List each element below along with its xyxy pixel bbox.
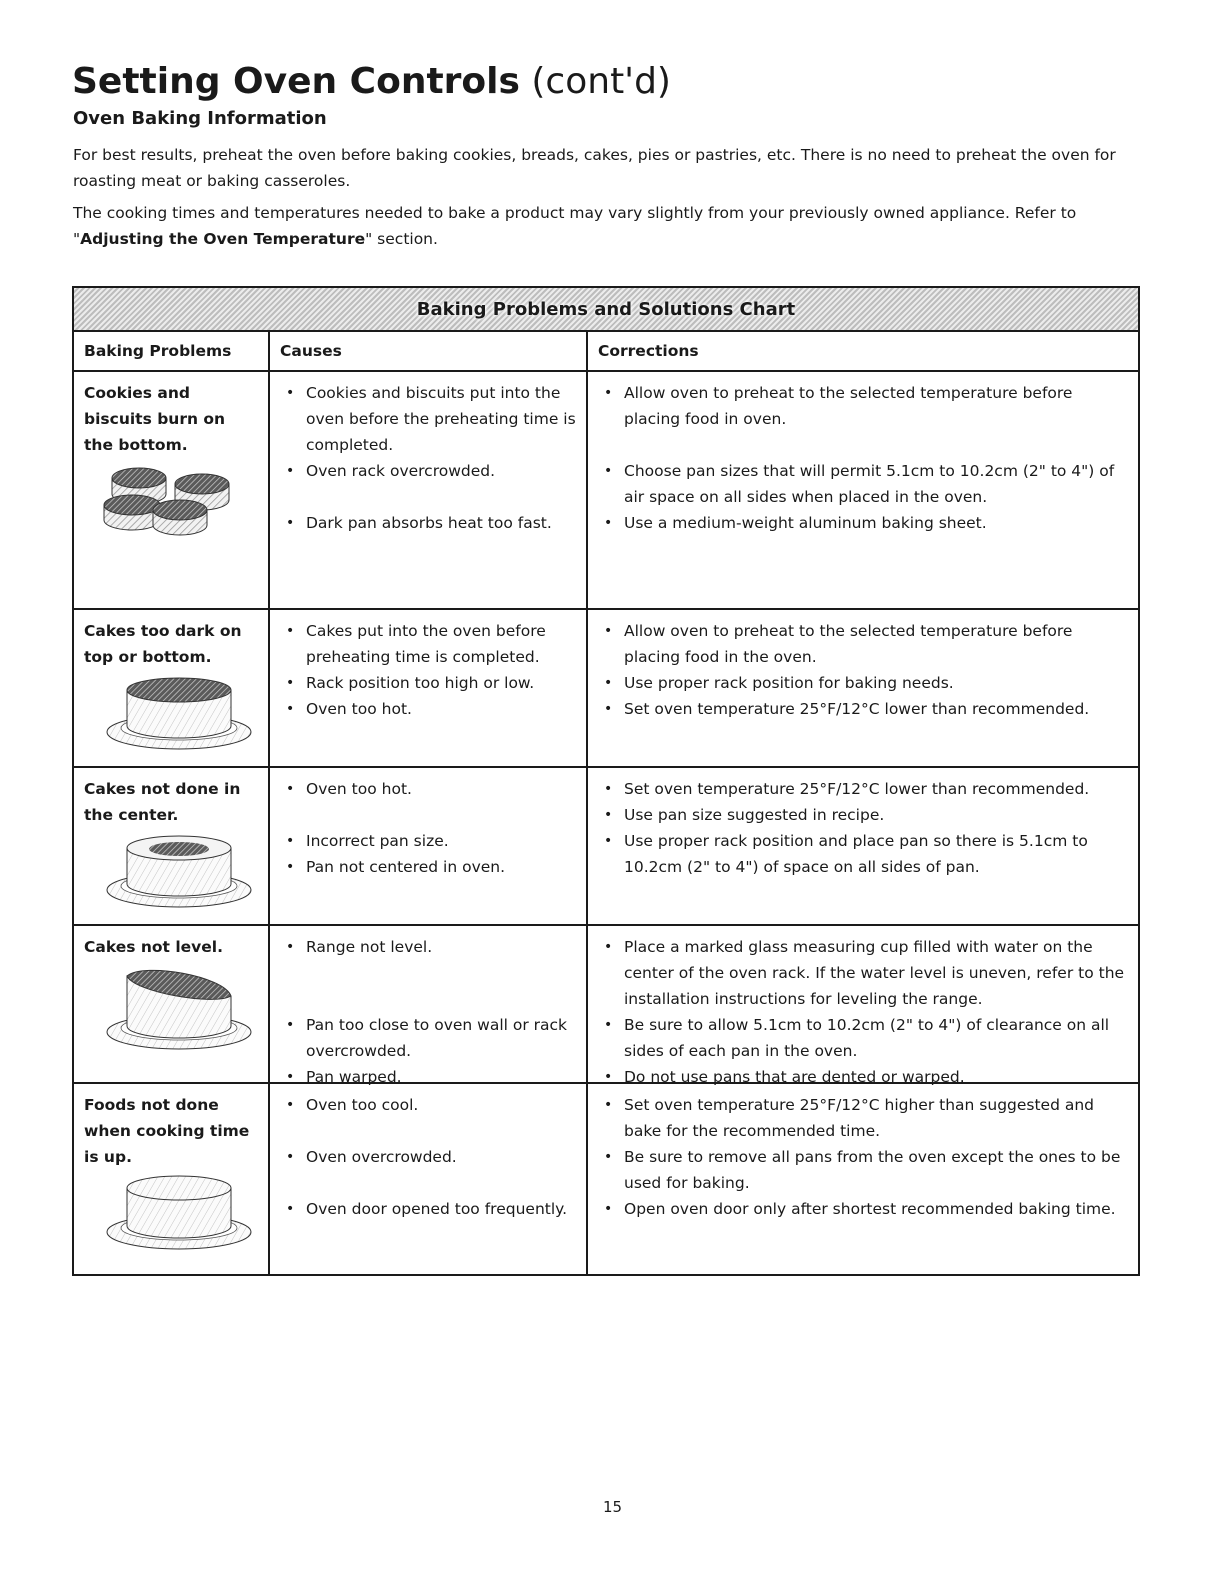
page-title-suffix: (cont'd) bbox=[531, 61, 671, 102]
list-item: • Use pan size suggested in recipe. bbox=[598, 802, 1128, 828]
list-item: • Set oven temperature 25°F/12°C lower than recommended. bbox=[598, 776, 1128, 802]
list-item: • Pan warped. bbox=[280, 1064, 576, 1090]
intro-p2-reference: Adjusting the Oven Temperature bbox=[80, 230, 366, 248]
corrections-list bbox=[598, 934, 1128, 1090]
section-subtitle: Oven Baking Information bbox=[73, 108, 327, 129]
list-item: • Oven rack overcrowded. bbox=[280, 458, 576, 484]
list-item: • Oven too hot. bbox=[280, 696, 576, 722]
cake-tilted-icon bbox=[84, 962, 254, 1052]
list-item: • Use proper rack position for baking needs. bbox=[598, 670, 1128, 696]
list-item: • Do not use pans that are dented or warped. bbox=[598, 1064, 1128, 1090]
list-item: • Rack position too high or low. bbox=[280, 670, 576, 696]
list-item: • Place a marked glass measuring cup filled with water on the center of the oven rack. If the water level is uneven, refer to the installation instructions for leveling the range. bbox=[598, 934, 1128, 1012]
list-item: • Allow oven to preheat to the selected temperature before placing food in oven. bbox=[598, 380, 1128, 432]
chart-header-row bbox=[74, 332, 1138, 372]
problem-label: Cakes not done in the center. bbox=[84, 780, 241, 824]
problem-label: Cakes too dark on top or bottom. bbox=[84, 622, 242, 666]
table-row bbox=[74, 1084, 1138, 1274]
list-item: • Range not level. bbox=[280, 934, 576, 960]
corrections-list bbox=[598, 776, 1128, 880]
causes-list bbox=[280, 1092, 576, 1222]
table-row bbox=[74, 610, 1138, 768]
column-header: Corrections bbox=[598, 342, 699, 360]
list-item: • Cakes put into the oven before preheating time is completed. bbox=[280, 618, 576, 670]
intro-paragraph-2 bbox=[73, 200, 1163, 252]
column-header: Causes bbox=[270, 332, 588, 370]
list-item: • Pan too close to oven wall or rack overcrowded. bbox=[280, 1012, 576, 1064]
list-item: • Open oven door only after shortest recommended baking time. bbox=[598, 1196, 1128, 1222]
cookies-icon bbox=[84, 460, 254, 540]
list-item: • Oven door opened too frequently. bbox=[280, 1196, 576, 1222]
intro-paragraph-1: For best results, preheat the oven before baking cookies, breads, cakes, pies or pastries, etc. There is no need to preheat the oven for roasting meat or baking casseroles. bbox=[73, 146, 1116, 190]
list-item: • Be sure to remove all pans from the oven except the ones to be used for baking. bbox=[598, 1144, 1128, 1196]
problem-label: Foods not done when cooking time is up. bbox=[84, 1096, 250, 1166]
list-item: • Use proper rack position and place pan so there is 5.1cm to 10.2cm (2" to 4") of space on all sides of pan. bbox=[598, 828, 1128, 880]
corrections-list bbox=[598, 1092, 1128, 1222]
column-header: Baking Problems bbox=[74, 332, 270, 370]
table-row bbox=[74, 768, 1138, 926]
table-row bbox=[74, 926, 1138, 1084]
problem-label: Cookies and biscuits burn on the bottom. bbox=[84, 384, 226, 454]
causes-list bbox=[280, 934, 576, 1090]
list-item: • Oven overcrowded. bbox=[280, 1144, 576, 1170]
list-item: • Oven too hot. bbox=[280, 776, 576, 802]
cake-center-icon bbox=[84, 830, 254, 910]
chart-title: Baking Problems and Solutions Chart bbox=[416, 298, 796, 320]
causes-list bbox=[280, 380, 576, 536]
intro-p2-end: " section. bbox=[365, 230, 438, 248]
table-row bbox=[74, 372, 1138, 610]
problem-label: Cakes not level. bbox=[84, 938, 223, 956]
list-item: • Oven too cool. bbox=[280, 1092, 576, 1118]
causes-list bbox=[280, 618, 576, 722]
causes-list bbox=[280, 776, 576, 880]
list-item: • Be sure to allow 5.1cm to 10.2cm (2" to 4") of clearance on all sides of each pan in the oven. bbox=[598, 1012, 1128, 1064]
corrections-list bbox=[598, 380, 1128, 536]
list-item: • Choose pan sizes that will permit 5.1cm to 10.2cm (2" to 4") of air space on all sides when placed in the oven. bbox=[598, 458, 1128, 510]
page-number: 15 bbox=[602, 1498, 623, 1516]
list-item: • Pan not centered in oven. bbox=[280, 854, 576, 880]
cake-plain-icon bbox=[84, 1172, 254, 1252]
baking-chart bbox=[72, 286, 1140, 1276]
cake-dark-top-icon bbox=[84, 672, 254, 752]
list-item: • Cookies and biscuits put into the oven before the preheating time is completed. bbox=[280, 380, 576, 458]
list-item: • Dark pan absorbs heat too fast. bbox=[280, 510, 576, 536]
list-item: • Allow oven to preheat to the selected temperature before placing food in the oven. bbox=[598, 618, 1128, 670]
list-item: • Set oven temperature 25°F/12°C lower than recommended. bbox=[598, 696, 1128, 722]
list-item: • Incorrect pan size. bbox=[280, 828, 576, 854]
corrections-list bbox=[598, 618, 1128, 722]
page-title-main: Setting Oven Controls bbox=[72, 61, 520, 102]
chart-banner bbox=[74, 288, 1138, 332]
list-item: • Set oven temperature 25°F/12°C higher than suggested and bake for the recommended time. bbox=[598, 1092, 1128, 1144]
list-item: • Use a medium-weight aluminum baking sheet. bbox=[598, 510, 1128, 536]
page-title bbox=[72, 62, 671, 102]
intro-p2-start: The cooking times and temperatures needed to bake a product may vary slightly from your previously owned appliance. Refer to " bbox=[73, 204, 1077, 248]
